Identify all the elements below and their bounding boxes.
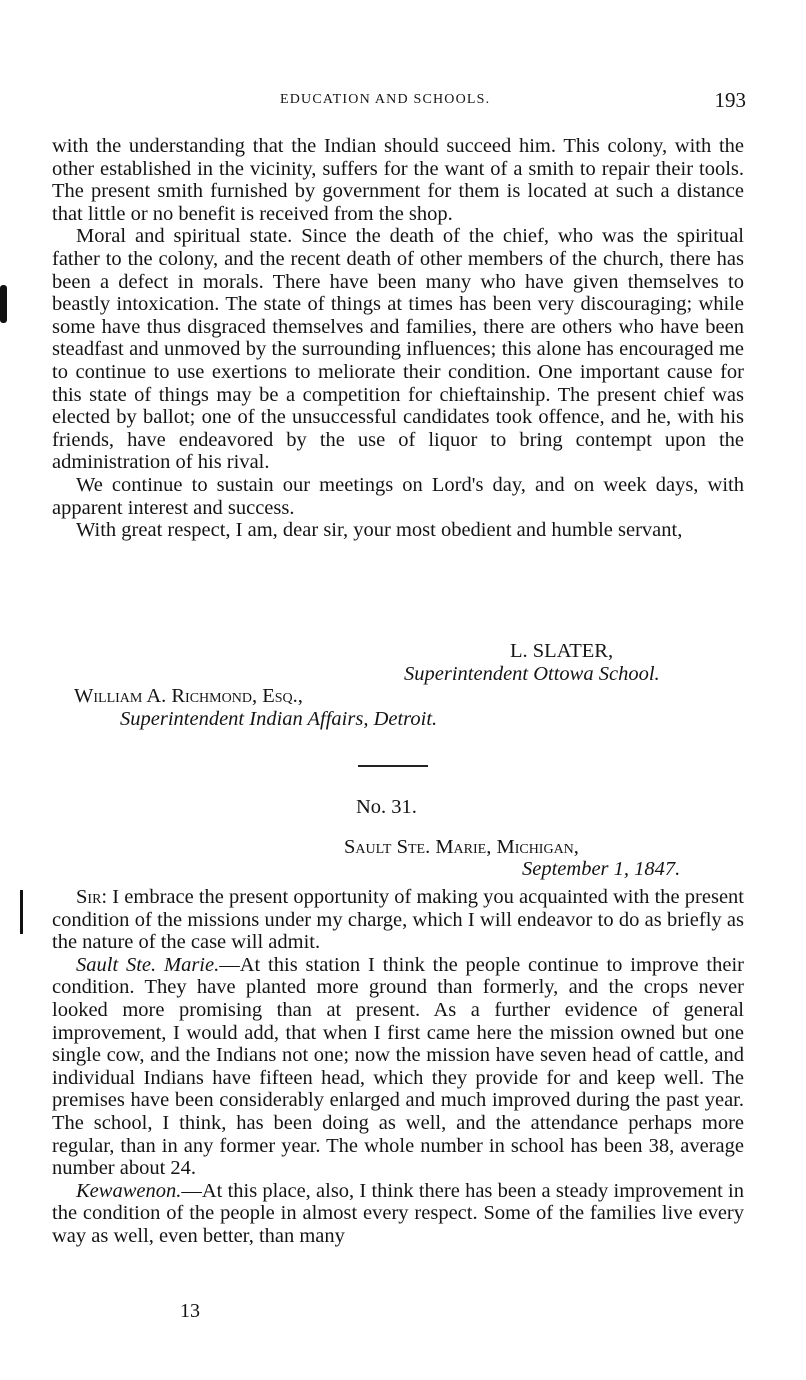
addressee-title: Superintendent Indian Affairs, Detroit. — [120, 707, 438, 730]
paragraph — [52, 886, 744, 954]
letter-1-signature — [52, 640, 744, 730]
paragraph-text: —At this place, also, I think there has been a steady improvement in the condition of the people in almost every respect. Some of the families live every way as well, even better, than many — [52, 1179, 744, 1247]
salutation: Sir: — [76, 886, 108, 908]
paragraph: with the understanding that the Indian should succeed him. This colony, with the other established in the vicinity, suffers for the want of a smith to repair their tools. The present smith furnished by government for them is located at such a distance that little or no benefit is received from the shop. — [52, 135, 744, 225]
scan-edge-mark — [20, 890, 23, 934]
section-heading: Kewawenon. — [76, 1179, 182, 1202]
signature-mark: 13 — [180, 1300, 200, 1322]
signature-name: L. SLATER, — [510, 640, 614, 662]
letter-place: Sault Ste. Marie, Michigan, — [344, 835, 579, 858]
running-title: EDUCATION AND SCHOOLS. — [280, 92, 491, 107]
page-number: 193 — [714, 88, 746, 112]
letter-2-heading — [52, 796, 744, 881]
paragraph: We continue to sustain our meetings on Lord's day, and on week days, with apparent interest and success. — [52, 473, 744, 519]
letter-2-body — [52, 886, 744, 1248]
paragraph-text: —At this station I think the people continue to improve their condition. They have planted more ground than formerly, and the crops never looked more promising than at present. As a further evidence of general improvement, I would add, that when I first came here the mission owned but one single cow, and the Indians not one; now the mission have seven head of cattle, and individual Indians have fifteen head, which they provide for and keep well. The premises have been considerably enlarged and much improved during the past year. The school, I think, has been doing as well, and the attendance perhaps more regular, than in any former year. The whole number in school has been 38, average number about 24. — [52, 953, 744, 1180]
section-heading: Sault Ste. Marie. — [76, 953, 220, 976]
paragraph-text: I embrace the present opportunity of making you acquainted with the present condition of the missions under my charge, which I will endeavor to do as briefly as the nature of the case will admit. — [52, 886, 744, 954]
letter-number: No. 31. — [356, 796, 417, 818]
signature-title: Superintendent Ottowa School. — [404, 662, 660, 685]
letter-date: September 1, 1847. — [522, 858, 681, 881]
paragraph: With great respect, I am, dear sir, your most obedient and humble servant, — [76, 519, 683, 542]
scan-edge-mark — [0, 285, 7, 323]
page-header — [50, 88, 746, 114]
paragraph — [52, 1180, 744, 1248]
addressee-name: William A. Richmond, Esq., — [74, 685, 303, 708]
section-divider — [358, 765, 428, 767]
paragraph: Moral and spiritual state. Since the death of the chief, who was the spiritual father to the colony, and the recent death of other members of the church, there has been a defect in morals. There have been many who have given themselves to beastly intoxication. The state of things at times has been very discouraging; while some have thus disgraced themselves and families, there are others who have been steadfast and unmoved by the surrounding influences; this alone has encouraged me to continue to use exertions to meliorate their condition. One important cause for this state of things may be a competition for chieftainship. The present chief was elected by ballot; one of the unsuccessful candidates took offence, and he, with his friends, have endeavored by the use of liquor to bring contempt upon the administration of his rival. — [52, 225, 744, 474]
letter-1-body — [52, 135, 744, 542]
paragraph — [52, 954, 744, 1180]
